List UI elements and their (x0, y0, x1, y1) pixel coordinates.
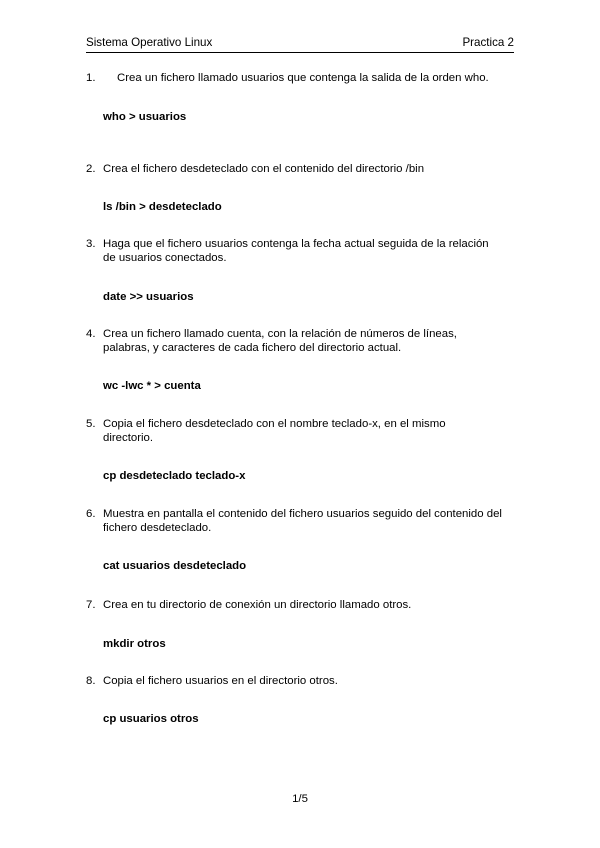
exercise-command: wc -lwc * > cuenta (103, 380, 201, 392)
exercise-item-4 (86, 327, 504, 393)
exercise-item-3 (86, 237, 504, 304)
exercise-number: 3. (86, 238, 96, 250)
header-practice: Practica 2 (462, 36, 514, 49)
exercise-question: Copia el fichero usuarios en el directorio otros. (103, 675, 338, 687)
exercise-question: Copia el fichero desdeteclado con el nombre teclado-x, en el mismo directorio. (103, 418, 446, 444)
exercise-number: 7. (86, 599, 96, 611)
exercise-number: 1. (86, 72, 96, 84)
exercise-question: Muestra en pantalla el contenido del fichero usuarios seguido del contenido del fichero desdeteclado. (103, 508, 502, 534)
header-title: Sistema Operativo Linux (86, 36, 213, 49)
exercise-command: mkdir otros (103, 638, 166, 650)
exercise-item-8 (86, 674, 504, 726)
exercise-question: Crea un fichero llamado usuarios que contenga la salida de la orden who. (117, 72, 489, 84)
exercise-command: date >> usuarios (103, 291, 194, 303)
exercise-number: 4. (86, 328, 96, 340)
exercise-item-6 (86, 507, 504, 573)
page-number: 1/5 (292, 793, 308, 805)
exercise-number: 5. (86, 418, 96, 430)
exercise-number: 8. (86, 675, 96, 687)
exercise-command: who > usuarios (103, 111, 187, 123)
exercise-item-1 (86, 71, 504, 124)
exercise-command: cp desdeteclado teclado-x (103, 470, 246, 482)
exercise-question: Crea en tu directorio de conexión un directorio llamado otros. (103, 599, 412, 611)
page-header (86, 36, 514, 53)
exercise-item-7 (86, 598, 504, 651)
exercise-question: Haga que el fichero usuarios contenga la fecha actual seguida de la relación de usuarios conectados. (103, 238, 489, 264)
exercise-command: cp usuarios otros (103, 713, 199, 725)
exercise-item-5 (86, 417, 504, 483)
exercise-command: ls /bin > desdeteclado (103, 201, 222, 213)
exercise-command: cat usuarios desdeteclado (103, 560, 247, 572)
exercise-item-2 (86, 162, 504, 214)
exercise-question: Crea un fichero llamado cuenta, con la relación de números de líneas, palabras, y caracteres de cada fichero del directorio actual. (103, 328, 457, 354)
exercise-number: 2. (86, 163, 96, 175)
exercise-question: Crea el fichero desdeteclado con el contenido del directorio /bin (103, 163, 425, 175)
exercise-number: 6. (86, 508, 96, 520)
